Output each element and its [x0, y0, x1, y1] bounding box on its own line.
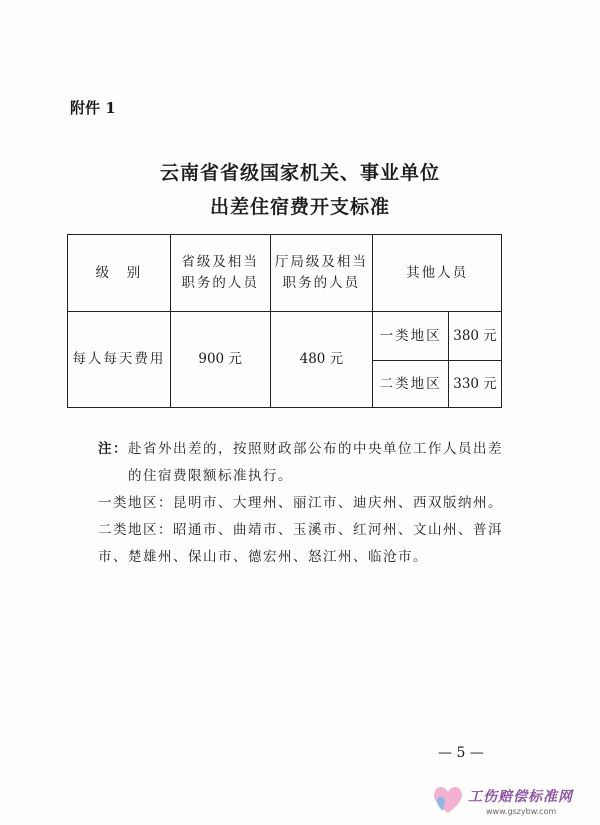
header-other: 其他人员 [373, 235, 502, 312]
region2-label: 二类地区 [373, 361, 449, 408]
watermark-text: 工伤赔偿标准网 [468, 789, 573, 805]
watermark [428, 780, 598, 820]
header-provincial-line2: 职务的人员 [181, 275, 259, 291]
region1-label: 一类地区 [373, 312, 449, 361]
note-label: 注： [98, 441, 128, 457]
header-department-line1: 厅局级及相当 [274, 254, 368, 270]
note-region2: 二类地区：昭通市、曲靖市、玉溪市、红河州、文山州、普洱市、楚雄州、保山市、德宏州、怒江州、临沧市。 [98, 522, 503, 565]
header-provincial [170, 235, 270, 312]
header-department-line2: 职务的人员 [282, 275, 361, 291]
row-label-daily-fee: 每人每天费用 [68, 312, 171, 408]
region2-value: 330 元 [449, 361, 502, 408]
department-value: 480 元 [270, 312, 373, 408]
table-header-row [68, 235, 502, 312]
attachment-label: 附件 1 [70, 99, 116, 117]
note-region1: 一类地区：昆明市、大理州、丽江市、迪庆州、西双版纳州。 [98, 495, 503, 511]
note-line1-text: 赴省外出差的，按照财政部公布的中央单位工作人员出差的住宿费限额标准执行。 [128, 441, 503, 484]
region1-value: 380 元 [449, 312, 502, 361]
header-level: 级 别 [68, 235, 171, 312]
document-title-line1: 云南省省级国家机关、事业单位 [159, 162, 440, 184]
table-row [68, 312, 502, 361]
accommodation-standard-table [67, 234, 502, 408]
provincial-value: 900 元 [170, 312, 270, 408]
note-line1 [98, 436, 508, 490]
header-provincial-line1: 省级及相当 [181, 254, 259, 270]
page-number: — 5 — [438, 745, 484, 761]
watermark-heart-logo-icon [430, 782, 466, 816]
watermark-url: www.gszybw.com [486, 807, 557, 816]
document-title-line2: 出差住宿费开支标准 [209, 196, 390, 218]
header-department [270, 235, 373, 312]
notes-section [98, 436, 508, 571]
